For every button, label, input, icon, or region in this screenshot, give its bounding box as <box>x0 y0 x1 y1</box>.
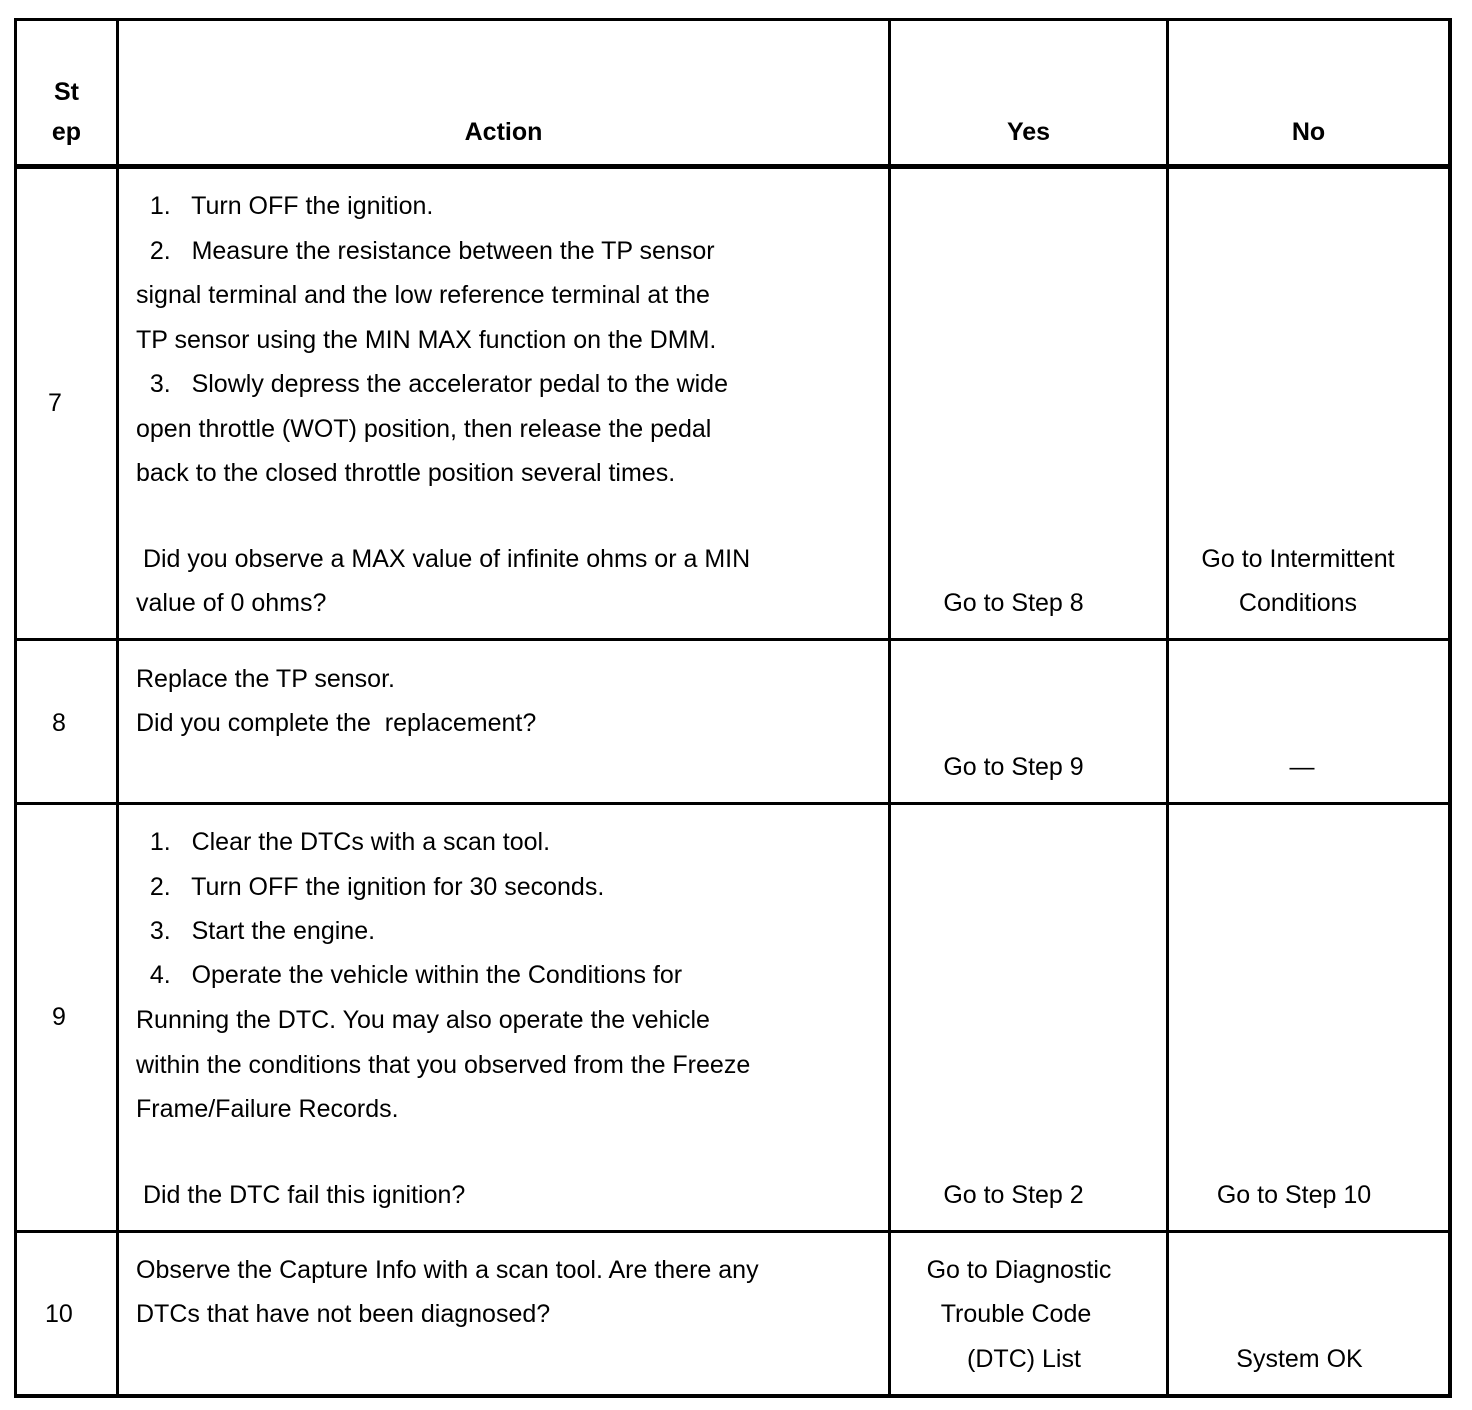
header-no: No <box>1291 118 1326 146</box>
column-divider-step <box>116 18 119 1398</box>
row-divider-7-8 <box>14 638 1452 641</box>
step-number: 9 <box>52 1003 66 1031</box>
action-line: DTCs that have not been diagnosed? <box>136 1300 551 1328</box>
yes-result: (DTC) List <box>967 1345 1081 1373</box>
action-line: signal terminal and the low reference terminal at the <box>136 281 710 309</box>
yes-result: Go to Step 9 <box>943 753 1084 781</box>
action-line: TP sensor using the MIN MAX function on the DMM. <box>136 326 717 354</box>
action-line: open throttle (WOT) position, then release the pedal <box>136 415 712 443</box>
action-line: back to the closed throttle position several times. <box>136 459 676 487</box>
action-line: 4. Operate the vehicle within the Conditions for <box>136 961 683 989</box>
action-line: 2. Turn OFF the ignition for 30 seconds. <box>136 873 605 901</box>
no-result: — <box>1289 753 1315 781</box>
table-border-bottom <box>14 1394 1452 1398</box>
header-step-line-1: St <box>54 78 79 106</box>
step-number: 8 <box>52 709 66 737</box>
yes-result: Go to Diagnostic <box>926 1256 1112 1284</box>
action-line: Observe the Capture Info with a scan tool. Are there any <box>136 1256 759 1284</box>
yes-result: Go to Step 2 <box>943 1181 1084 1209</box>
no-result: System OK <box>1236 1345 1363 1373</box>
action-line: Running the DTC. You may also operate the vehicle <box>136 1006 710 1034</box>
action-line: Did you observe a MAX value of infinite ohms or a MIN <box>136 545 751 573</box>
step-number: 7 <box>48 389 62 417</box>
header-action: Action <box>464 118 543 146</box>
action-line: 3. Start the engine. <box>136 917 376 945</box>
action-line: 2. Measure the resistance between the TP sensor <box>136 237 715 265</box>
action-line: within the conditions that you observed from the Freeze <box>136 1051 751 1079</box>
action-line: value of 0 ohms? <box>136 589 327 617</box>
action-line: 1. Clear the DTCs with a scan tool. <box>136 828 551 856</box>
row-divider-8-9 <box>14 802 1452 805</box>
no-result: Go to Step 10 <box>1216 1181 1372 1209</box>
step-number: 10 <box>45 1300 73 1328</box>
table-border-right <box>1448 18 1452 1398</box>
header-yes: Yes <box>1006 118 1051 146</box>
table-border-left <box>14 18 17 1398</box>
row-divider-9-10 <box>14 1230 1452 1233</box>
header-step-line-2: ep <box>51 118 82 146</box>
table-border-top <box>14 18 1452 21</box>
action-line: Did you complete the replacement? <box>136 709 537 737</box>
action-line: 1. Turn OFF the ignition. <box>136 192 434 220</box>
action-line: 3. Slowly depress the accelerator pedal to the wide <box>136 370 728 398</box>
action-line: Did the DTC fail this ignition? <box>136 1181 466 1209</box>
header-divider <box>14 164 1452 169</box>
no-result: Go to Intermittent <box>1201 545 1395 573</box>
yes-result: Go to Step 8 <box>943 589 1084 617</box>
yes-result: Trouble Code <box>940 1300 1092 1328</box>
no-result: Conditions <box>1238 589 1358 617</box>
action-line: Replace the TP sensor. <box>136 665 395 693</box>
action-line: Frame/Failure Records. <box>136 1095 399 1123</box>
